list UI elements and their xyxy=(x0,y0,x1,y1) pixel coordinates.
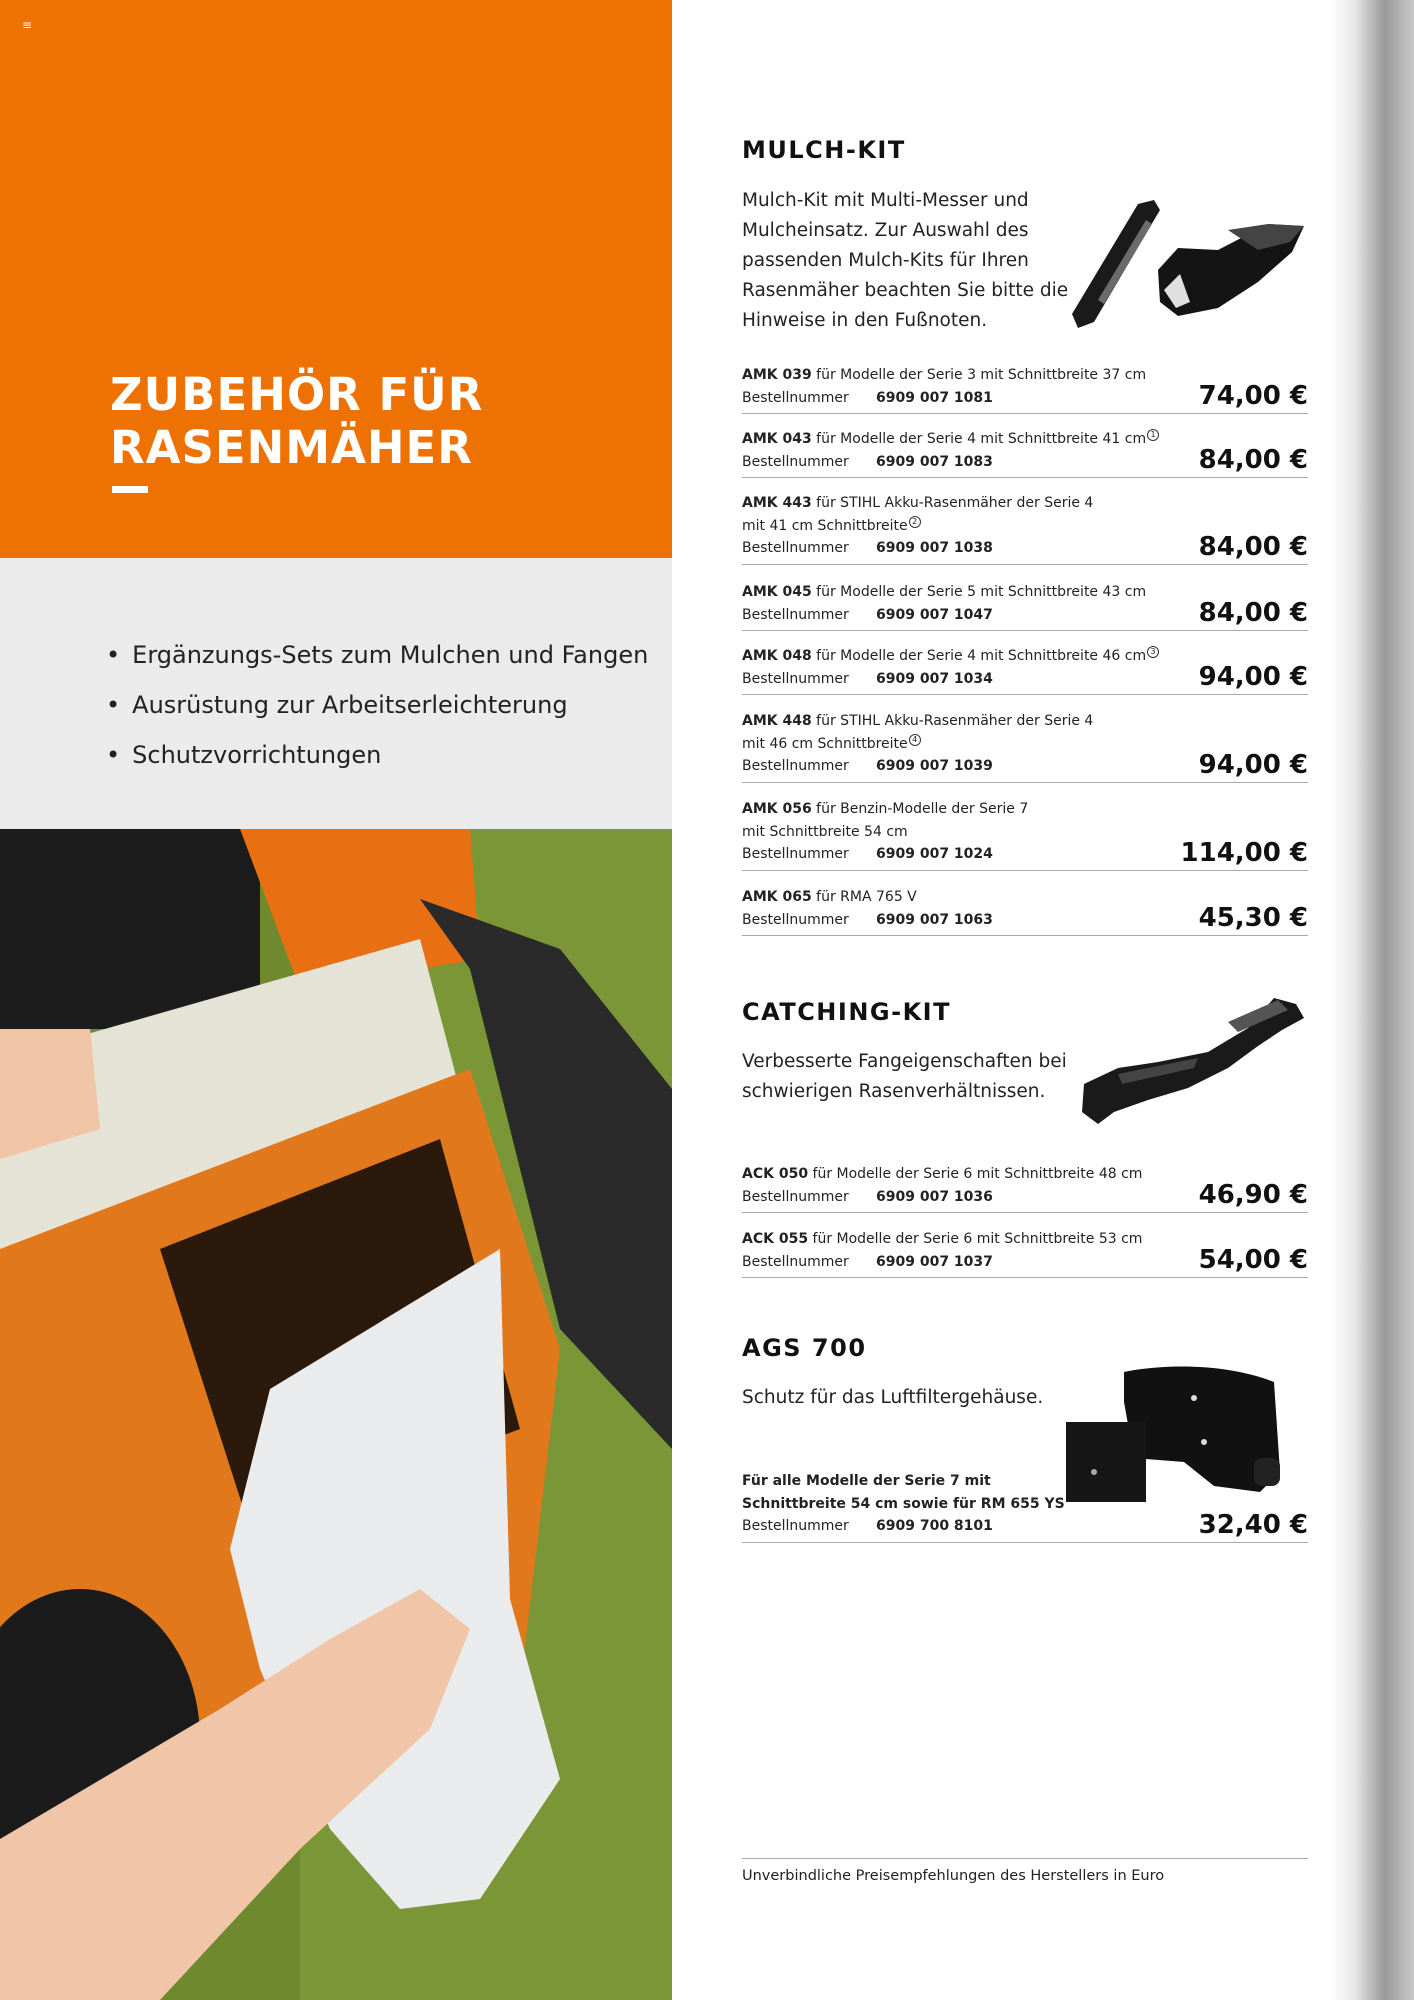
order-label: Bestellnummer xyxy=(742,389,849,406)
product-row xyxy=(742,798,1308,871)
model-code: AMK 443 xyxy=(742,495,812,511)
menu-icon[interactable]: ≡ xyxy=(22,18,33,32)
model-description-line2: mit Schnittbreite 54 cm xyxy=(742,823,908,840)
product-row xyxy=(742,1228,1308,1278)
mulch-kit-image xyxy=(1068,190,1308,340)
footnote-marker: 4 xyxy=(909,734,921,746)
model-description: für Benzin-Modelle der Serie 7 xyxy=(811,801,1029,817)
price: 45,30 € xyxy=(1198,903,1308,933)
order-number: 6909 007 1038 xyxy=(876,540,993,556)
ags-700-title: AGS 700 xyxy=(742,1334,867,1362)
model-description: für Modelle der Serie 5 mit Schnittbreite 43 cm xyxy=(811,584,1147,600)
model-code: AMK 045 xyxy=(742,584,812,600)
model-description: für STIHL Akku-Rasenmäher der Serie 4 xyxy=(811,495,1094,511)
price: 114,00 € xyxy=(1180,838,1308,868)
price: 54,00 € xyxy=(1198,1245,1308,1275)
price: 94,00 € xyxy=(1198,750,1308,780)
order-number: 6909 007 1039 xyxy=(876,758,993,774)
bullet-item: • Ergänzungs-Sets zum Mulchen und Fangen xyxy=(106,630,648,680)
lawnmower-photo xyxy=(0,829,672,2000)
price: 46,90 € xyxy=(1198,1180,1308,1210)
footnote-divider xyxy=(742,1858,1308,1859)
catching-kit-title: CATCHING-KIT xyxy=(742,998,951,1026)
model-code: AMK 039 xyxy=(742,367,812,383)
desc-line: Rasenmäher beachten Sie bitte die xyxy=(742,280,1069,301)
title-underline xyxy=(112,486,148,493)
order-number: 6909 007 1036 xyxy=(876,1188,993,1205)
price-disclaimer: Unverbindliche Preisempfehlungen des Herstellers in Euro xyxy=(742,1868,1165,1884)
mulch-kit-title: MULCH-KIT xyxy=(742,136,906,164)
order-number: 6909 007 1083 xyxy=(876,453,993,470)
model-description-line2: mit 46 cm Schnittbreite xyxy=(742,735,908,752)
product-row xyxy=(742,710,1308,783)
order-number: 6909 007 1037 xyxy=(876,1253,993,1270)
product-row xyxy=(742,886,1308,936)
order-label: Bestellnummer xyxy=(742,758,849,774)
order-label: Bestellnummer xyxy=(742,1188,849,1205)
order-number: 6909 007 1034 xyxy=(876,670,993,687)
order-number: 6909 007 1081 xyxy=(876,389,993,406)
model-description: für RMA 765 V xyxy=(811,889,917,905)
model-description-line2: Schnittbreite 54 cm sowie für RM 655 YS xyxy=(742,1495,1065,1512)
order-label: Bestellnummer xyxy=(742,453,849,470)
model-description: für Modelle der Serie 3 mit Schnittbreite 37 cm xyxy=(811,367,1147,383)
order-label: Bestellnummer xyxy=(742,540,849,556)
order-label: Bestellnummer xyxy=(742,911,849,928)
product-row xyxy=(742,1470,1308,1543)
product-row xyxy=(742,428,1308,478)
price: 84,00 € xyxy=(1198,598,1308,628)
product-row xyxy=(742,645,1308,695)
order-label: Bestellnummer xyxy=(742,846,849,862)
page-title-line1: ZUBEHÖR FÜR xyxy=(110,368,484,421)
footnote-marker: 2 xyxy=(909,516,921,528)
hero-panel xyxy=(0,0,672,558)
desc-line: Verbesserte Fangeigenschaften bei xyxy=(742,1051,1067,1072)
model-code: ACK 055 xyxy=(742,1231,809,1247)
model-description: für Modelle der Serie 6 mit Schnittbreite 48 cm xyxy=(808,1166,1143,1182)
desc-line: Schutz für das Luftfiltergehäuse. xyxy=(742,1387,1044,1408)
page-title xyxy=(110,368,483,474)
model-description: für Modelle der Serie 4 mit Schnittbreite 41 cm xyxy=(811,431,1147,447)
product-row xyxy=(742,492,1308,565)
order-label: Bestellnummer xyxy=(742,1253,849,1270)
order-number: 6909 700 8101 xyxy=(876,1518,993,1534)
footnote-marker: 1 xyxy=(1147,429,1159,441)
price: 84,00 € xyxy=(1198,445,1308,475)
product-row xyxy=(742,364,1308,414)
price: 32,40 € xyxy=(1198,1510,1308,1540)
desc-line: Hinweise in den Fußnoten. xyxy=(742,310,988,331)
desc-line: schwierigen Rasenverhältnissen. xyxy=(742,1081,1046,1102)
desc-line: Mulch-Kit mit Multi-Messer und xyxy=(742,190,1029,211)
order-label: Bestellnummer xyxy=(742,606,849,623)
model-code: ACK 050 xyxy=(742,1166,809,1182)
catching-kit-image xyxy=(1078,988,1308,1128)
product-row xyxy=(742,581,1308,631)
model-description: Für alle Modelle der Serie 7 mit xyxy=(742,1473,991,1489)
model-code: AMK 065 xyxy=(742,889,812,905)
mulch-kit-description xyxy=(742,186,1068,336)
order-label: Bestellnummer xyxy=(742,1518,849,1534)
desc-line: passenden Mulch-Kits für Ihren xyxy=(742,250,1029,271)
page-title-line2: RASENMÄHER xyxy=(110,421,473,474)
price: 94,00 € xyxy=(1198,662,1308,692)
order-number: 6909 007 1063 xyxy=(876,911,993,928)
product-row xyxy=(742,1163,1308,1213)
footnote-marker: 3 xyxy=(1147,646,1159,658)
model-description: für Modelle der Serie 6 mit Schnittbreite 53 cm xyxy=(808,1231,1143,1247)
price: 74,00 € xyxy=(1198,381,1308,411)
order-number: 6909 007 1024 xyxy=(876,846,993,862)
order-label: Bestellnummer xyxy=(742,670,849,687)
model-code: AMK 043 xyxy=(742,431,812,447)
bullet-item: • Schutzvorrichtungen xyxy=(106,730,648,780)
model-description: für STIHL Akku-Rasenmäher der Serie 4 xyxy=(811,713,1094,729)
model-code: AMK 048 xyxy=(742,648,812,664)
desc-line: Mulcheinsatz. Zur Auswahl des xyxy=(742,220,1029,241)
page-fold-shadow xyxy=(1330,0,1414,2000)
model-description: für Modelle der Serie 4 mit Schnittbreite 46 cm xyxy=(811,648,1147,664)
model-code: AMK 448 xyxy=(742,713,812,729)
model-description-line2: mit 41 cm Schnittbreite xyxy=(742,517,908,534)
bullet-list xyxy=(106,630,648,780)
price: 84,00 € xyxy=(1198,532,1308,562)
ags-700-description xyxy=(742,1383,1043,1413)
catching-kit-description xyxy=(742,1047,1067,1107)
model-code: AMK 056 xyxy=(742,801,812,817)
bullet-item: • Ausrüstung zur Arbeitserleichterung xyxy=(106,680,648,730)
order-number: 6909 007 1047 xyxy=(876,606,993,623)
